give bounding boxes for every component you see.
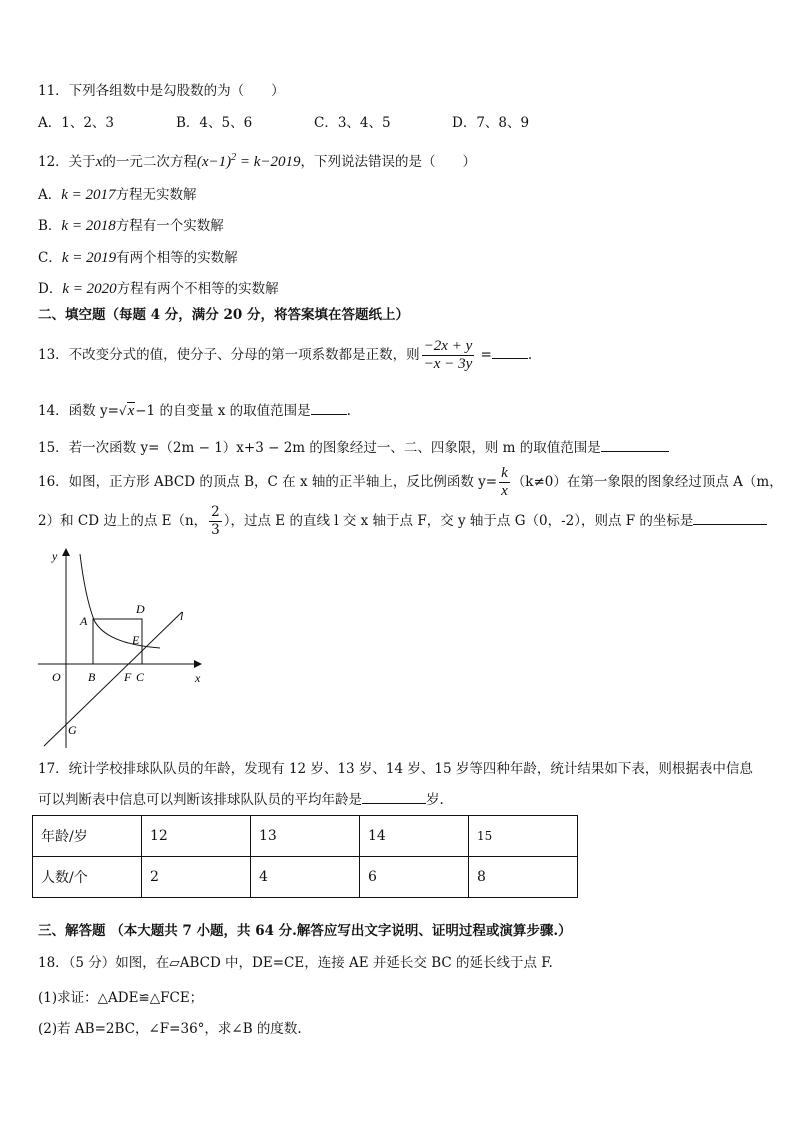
q12-option-c: C．k = 2019有两个相等的实数解 (38, 250, 238, 266)
q11-option-d: D．7、8、9 (452, 115, 530, 131)
q12-option-a: A．k = 2017方程无实数解 (38, 187, 197, 203)
label-y: y (52, 549, 58, 563)
count-cell: 2 (142, 857, 251, 898)
q12-option-b: B．k = 2018方程有一个实数解 (38, 218, 224, 234)
q15-answer-blank (601, 438, 669, 452)
age-table (32, 815, 578, 898)
age-cell: 15 (469, 816, 578, 857)
label-a: A (80, 614, 88, 628)
age-cell: 12 (142, 816, 251, 857)
q12-stem: 12．关于x的一元二次方程$(x-1)^2 = k-2019$，下列说法错误的是（ ） (38, 152, 477, 170)
x-axis-arrow (194, 660, 202, 668)
q11-option-c: C．3、4、5 (314, 115, 391, 131)
q14: 14．函数 y=√x−1 的自变量 x 的取值范围是 . (38, 403, 351, 419)
q18-part2: (2)若 AB=2BC，∠F=36°，求∠B 的度数. (38, 1021, 302, 1037)
q11-stem: 11．下列各组数中是勾股数的为（ ） (38, 83, 285, 99)
q16-line1: 16．如图，正方形 ABCD 的顶点 B，C 在 x 轴的正半轴上，反比例函数 y= $\frac{k}{x}$ （k≠0）在第一象限的图象经过顶点 A（m， (38, 465, 783, 499)
section-3-title: 三、解答题 （本大题共 7 小题，共 64 分.解答应写出文字说明、证明过程或演算步骤.） (38, 923, 572, 939)
table-row-age (33, 816, 578, 857)
count-header: 人数/个 (33, 857, 142, 898)
count-cell: 6 (360, 857, 469, 898)
q18-part1: (1)求证：△ADE≌△FCE； (38, 990, 204, 1006)
q11-option-b: B．4、5、6 (176, 115, 253, 131)
q14-answer-blank (311, 401, 347, 415)
age-header: 年龄/岁 (33, 816, 142, 857)
q13-answer-blank (492, 345, 528, 359)
q17-line1: 17．统计学校排球队队员的年龄，发现有 12 岁、13 岁、14 岁、15 岁等四种年龄，统计结果如下表，则根据表中信息 (38, 761, 753, 777)
q16-figure (30, 540, 210, 750)
q13: 13．不改变分式的值，使分子、分母的第一项系数都是正数，则 $\frac{-2x + y}{-x - 3y}$ = . (38, 338, 533, 372)
label-e: E (132, 633, 140, 647)
q18-stem: 18．（5 分）如图，在▱ABCD 中，DE=CE，连接 AE 并延长交 BC 的延长线于点 F. (38, 955, 553, 971)
age-cell: 14 (360, 816, 469, 857)
label-x: x (195, 671, 201, 685)
label-b: B (88, 670, 96, 684)
label-d: D (136, 602, 145, 616)
hyperbola-curve (80, 554, 160, 648)
line-l (44, 612, 182, 746)
q16-answer-blank (693, 511, 767, 525)
q16-line2: 2）和 CD 边上的点 E（n， $\frac{2}{3}$ ），过点 E 的直线 l 交 x 轴于点 F，交 y 轴于点 G（0，-2），则点 F 的坐标是 (38, 503, 767, 539)
q17-answer-blank (362, 790, 426, 804)
label-f: F (124, 670, 132, 684)
label-g: G (68, 723, 77, 737)
age-cell: 13 (251, 816, 360, 857)
q12-option-d: D．k = 2020方程有两个不相等的实数解 (38, 281, 279, 297)
label-o: O (52, 670, 61, 684)
table-row-count (33, 857, 578, 898)
y-axis-arrow (62, 548, 70, 556)
q17-line2: 可以判断表中信息可以判断该排球队队员的平均年龄是 岁. (38, 792, 444, 808)
count-cell: 8 (469, 857, 578, 898)
label-l: l (180, 609, 184, 623)
q15: 15．若一次函数 y=（2m − 1）x+3 − 2m 的图象经过一、二、四象限，则 m 的取值范围是 (38, 438, 669, 457)
q11-option-a: A．1、2、3 (38, 115, 115, 131)
count-cell: 4 (251, 857, 360, 898)
label-c: C (136, 670, 145, 684)
section-2-title: 二、填空题（每题 4 分，满分 20 分，将答案填在答题纸上） (38, 307, 409, 323)
